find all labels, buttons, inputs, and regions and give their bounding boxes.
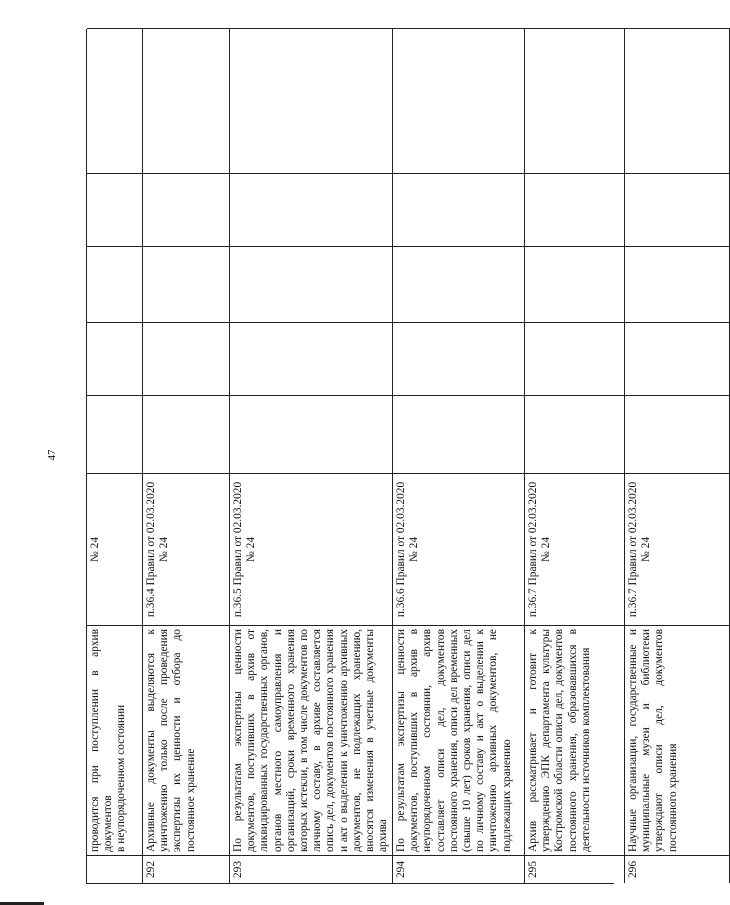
row-reference: п.36.7 Правил от 02.03.2020 № 24 bbox=[625, 473, 730, 625]
row-description: Научные организации, государственные и муниципальные музеи и библиотеки утверждают описи дел, документов постоянного хранения bbox=[625, 625, 730, 855]
page-number: 47 bbox=[46, 449, 58, 461]
empty-cell bbox=[525, 395, 625, 473]
row-number: 293 bbox=[230, 855, 393, 883]
empty-cell bbox=[87, 28, 143, 173]
empty-cell bbox=[143, 173, 230, 246]
empty-cell bbox=[143, 395, 230, 473]
empty-cell bbox=[393, 322, 525, 395]
empty-cell bbox=[393, 28, 525, 173]
row-description: Архивные документы выделяются к уничтожению только после проведения экспертизы их ценности и отбора до постоянное хранение bbox=[143, 625, 230, 855]
empty-cell bbox=[230, 28, 393, 173]
row-number: 292 bbox=[143, 855, 230, 883]
rotated-table-wrapper bbox=[86, 29, 679, 884]
empty-cell bbox=[525, 246, 625, 322]
empty-cell bbox=[625, 395, 730, 473]
empty-cell bbox=[525, 322, 625, 395]
empty-cell bbox=[625, 246, 730, 322]
empty-cell bbox=[525, 173, 625, 246]
empty-cell bbox=[143, 28, 230, 173]
empty-cell bbox=[230, 322, 393, 395]
row-reference: п.36.4 Правил от 02.03.2020 № 24 bbox=[143, 473, 230, 625]
row-number: 296 bbox=[625, 855, 730, 883]
empty-cell bbox=[393, 173, 525, 246]
empty-cell bbox=[87, 246, 143, 322]
row-number: 294 bbox=[393, 855, 525, 883]
empty-cell bbox=[143, 322, 230, 395]
row-reference: п.36.6 Правил от 02.03.2020 № 24 bbox=[393, 473, 525, 625]
row-number: 295 bbox=[525, 855, 625, 883]
row-description: проводится при поступлении в архив документов в неупорядоченном состоянии bbox=[87, 625, 143, 855]
empty-cell bbox=[87, 322, 143, 395]
requirements-table bbox=[86, 29, 679, 884]
empty-cell bbox=[625, 322, 730, 395]
empty-cell bbox=[230, 173, 393, 246]
empty-cell bbox=[87, 395, 143, 473]
empty-cell bbox=[393, 395, 525, 473]
row-number bbox=[87, 855, 143, 883]
empty-cell bbox=[143, 246, 230, 322]
row-description: По результатам экспертизы ценности документов, поступивших в архив в неупорядоченном состоянии, архив составляет описи дел, документов постоянного хранения, описи дел временных (свыше 10 лет) сроков хранения, описи дел по личному составу и акт о выделении к уничтожению архивных документов, не подлежащих хранению bbox=[393, 625, 525, 855]
empty-cell bbox=[230, 395, 393, 473]
row-reference: п.36.5 Правил от 02.03.2020 № 24 bbox=[230, 473, 393, 625]
empty-cell bbox=[525, 28, 625, 173]
empty-cell bbox=[625, 28, 730, 173]
empty-cell bbox=[625, 173, 730, 246]
empty-cell bbox=[230, 246, 393, 322]
row-reference: № 24 bbox=[87, 473, 143, 625]
row-reference: п.36.7 Правил от 02.03.2020 № 24 bbox=[525, 473, 625, 625]
empty-cell bbox=[87, 173, 143, 246]
empty-cell bbox=[393, 246, 525, 322]
row-description: По результатам экспертизы ценности документов, поступивших в архив от ликвидированных государственных органов, органов местного самоуправления и организаций, сроки временного хранения которых истекли, в том числе документов по личному составу, в архиве составляется опись дел, документов постоянного хранения и акт о выделении к уничтожению архивных документов, не подлежащих хранению, вносятся изменения в учетные документы архива bbox=[230, 625, 393, 855]
row-description: Архив рассматривает и готовит к утверждению ЭПК департамента культуры Костромской области описи дел, документов постоянного хранения, образовавшихся в деятельности источников комплектования bbox=[525, 625, 625, 855]
